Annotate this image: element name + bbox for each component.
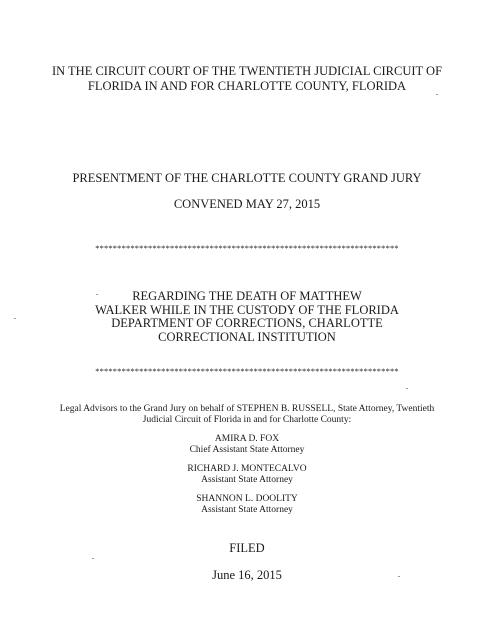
attorney-title: Assistant State Attorney [201, 505, 293, 515]
regarding-line-1: REGARDING THE DEATH OF MATTHEW [132, 289, 362, 303]
scan-speck [92, 558, 94, 559]
attorney-block [0, 464, 494, 486]
regarding-line-3: DEPARTMENT OF CORRECTIONS, CHARLOTTE [111, 316, 383, 330]
separator-top: ********************************************************************* [95, 243, 399, 253]
attorney-block [0, 494, 494, 516]
regarding-subject [0, 290, 494, 344]
convened-date: CONVENED MAY 27, 2015 [173, 197, 321, 211]
scan-speck [96, 294, 98, 295]
separator-bottom: ********************************************************************* [95, 366, 399, 376]
legal-advisors-line-2: Judicial Circuit of Florida in and for Charlotte County: [142, 415, 352, 425]
legal-advisors-line-1: Legal Advisors to the Grand Jury on behalf of STEPHEN B. RUSSELL, State Attorney, Twentieth [59, 404, 435, 414]
attorney-name: AMIRA D. FOX [214, 434, 280, 444]
presentment-title: PRESENTMENT OF THE CHARLOTTE COUNTY GRAND JURY [72, 171, 422, 185]
court-heading-line-1: IN THE CIRCUIT COURT OF THE TWENTIETH JUDICIAL CIRCUIT OF [51, 64, 443, 78]
regarding-line-2: WALKER WHILE IN THE CUSTODY OF THE FLORIDA [95, 302, 399, 317]
attorney-name: RICHARD J. MONTECALVO [187, 464, 307, 474]
attorney-block [0, 434, 494, 456]
regarding-line-4: CORRECTIONAL INSTITUTION [158, 329, 336, 344]
scan-speck [14, 318, 16, 319]
attorney-title: Chief Assistant State Attorney [189, 445, 305, 455]
court-heading-line-2: FLORIDA IN AND FOR CHARLOTTE COUNTY, FLORIDA [87, 79, 407, 93]
filed-label: FILED [229, 541, 265, 555]
filed-date: June 16, 2015 [212, 568, 282, 582]
legal-advisors-paragraph [0, 404, 494, 426]
attorney-name: SHANNON L. DOOLITY [196, 494, 298, 504]
scan-speck [436, 94, 438, 95]
scan-speck [398, 576, 400, 577]
court-heading [0, 64, 494, 94]
scan-speck [406, 388, 408, 389]
attorney-title: Assistant State Attorney [201, 475, 293, 485]
